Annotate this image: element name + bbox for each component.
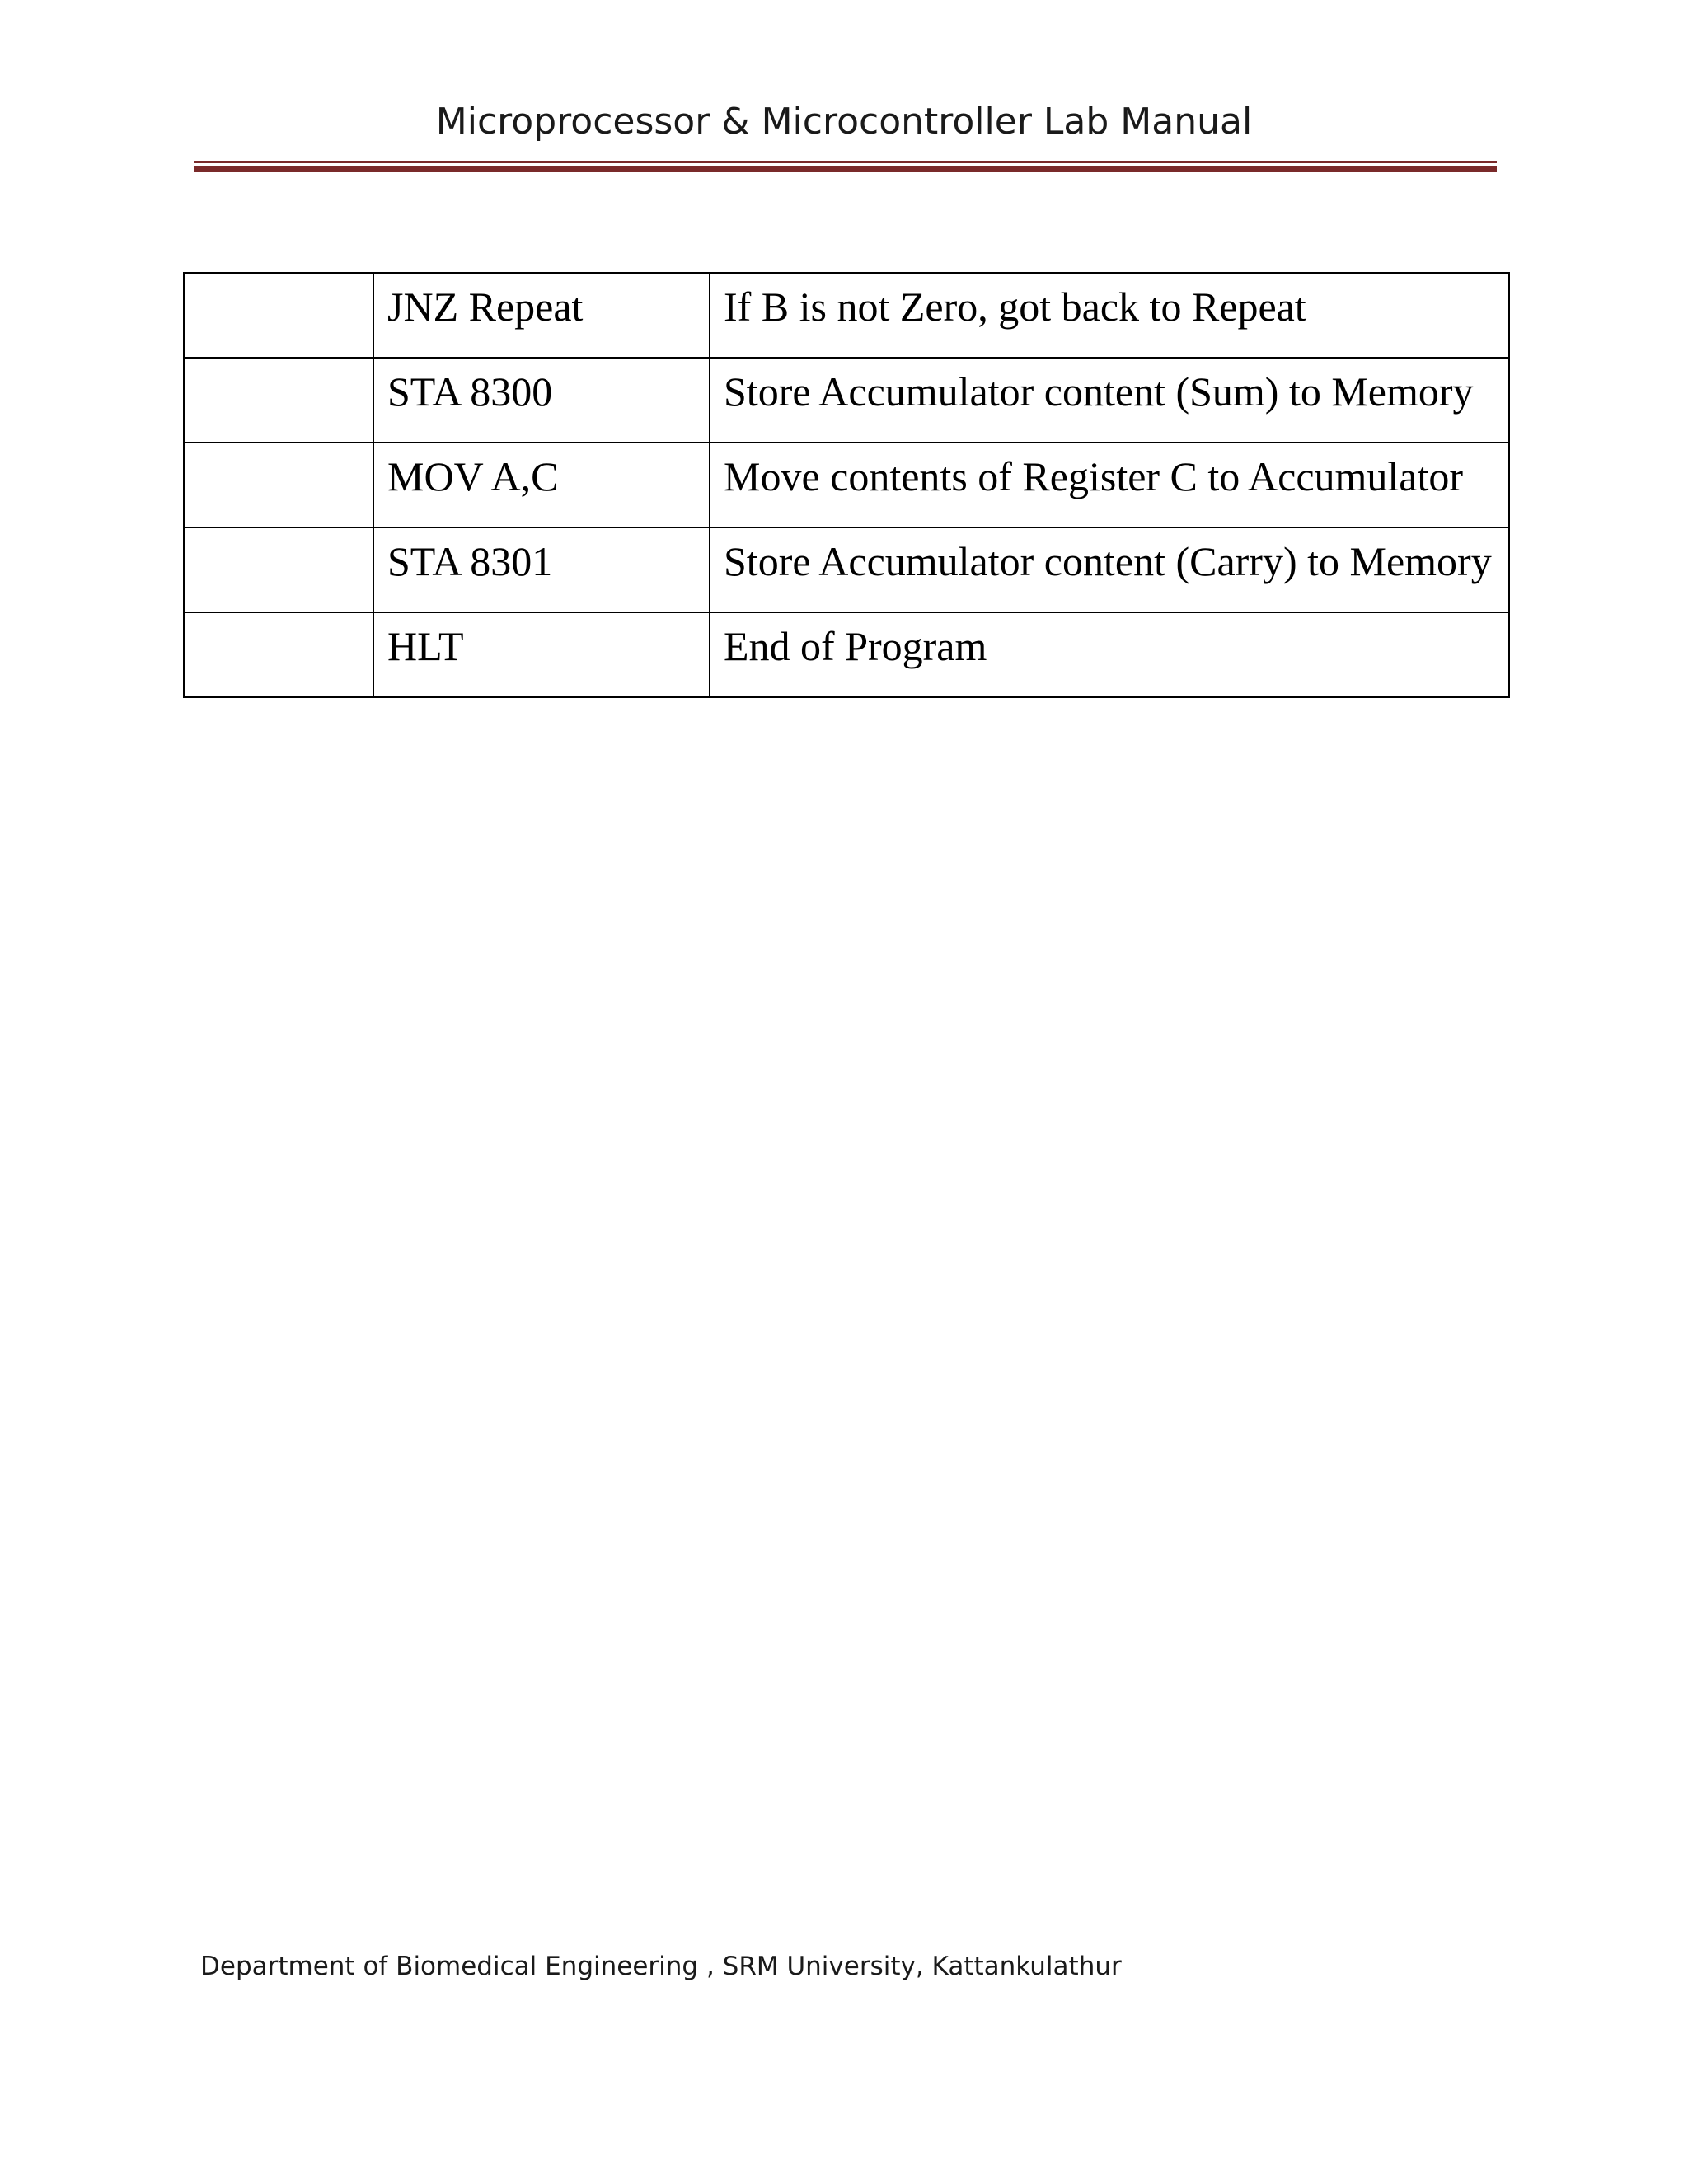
label-cell (184, 273, 373, 358)
table-row (184, 527, 1509, 612)
page-header-title: Microprocessor & Microcontroller Lab Manual (435, 101, 1253, 143)
table-row (184, 358, 1509, 443)
mnemonic-cell: STA 8300 (373, 358, 710, 443)
comment-cell: Move contents of Register C to Accumulator (710, 443, 1509, 527)
label-cell (184, 527, 373, 612)
mnemonic-cell: MOV A,C (373, 443, 710, 527)
header-rule-thick (194, 166, 1497, 172)
mnemonic-cell: STA 8301 (373, 527, 710, 612)
label-cell (184, 358, 373, 443)
table-row (184, 273, 1509, 358)
mnemonic-cell: HLT (373, 612, 710, 697)
label-cell (184, 612, 373, 697)
comment-cell: Store Accumulator content (Carry) to Memory (710, 527, 1509, 612)
table-row (184, 612, 1509, 697)
table-row (184, 443, 1509, 527)
mnemonic-cell: JNZ Repeat (373, 273, 710, 358)
page-footer: Department of Biomedical Engineering , SRM University, Kattankulathur (200, 1952, 1122, 1981)
comment-cell: End of Program (710, 612, 1509, 697)
comment-cell: Store Accumulator content (Sum) to Memory (710, 358, 1509, 443)
comment-cell: If B is not Zero, got back to Repeat (710, 273, 1509, 358)
program-table (183, 272, 1510, 698)
label-cell (184, 443, 373, 527)
header-rule-thin (194, 161, 1497, 163)
